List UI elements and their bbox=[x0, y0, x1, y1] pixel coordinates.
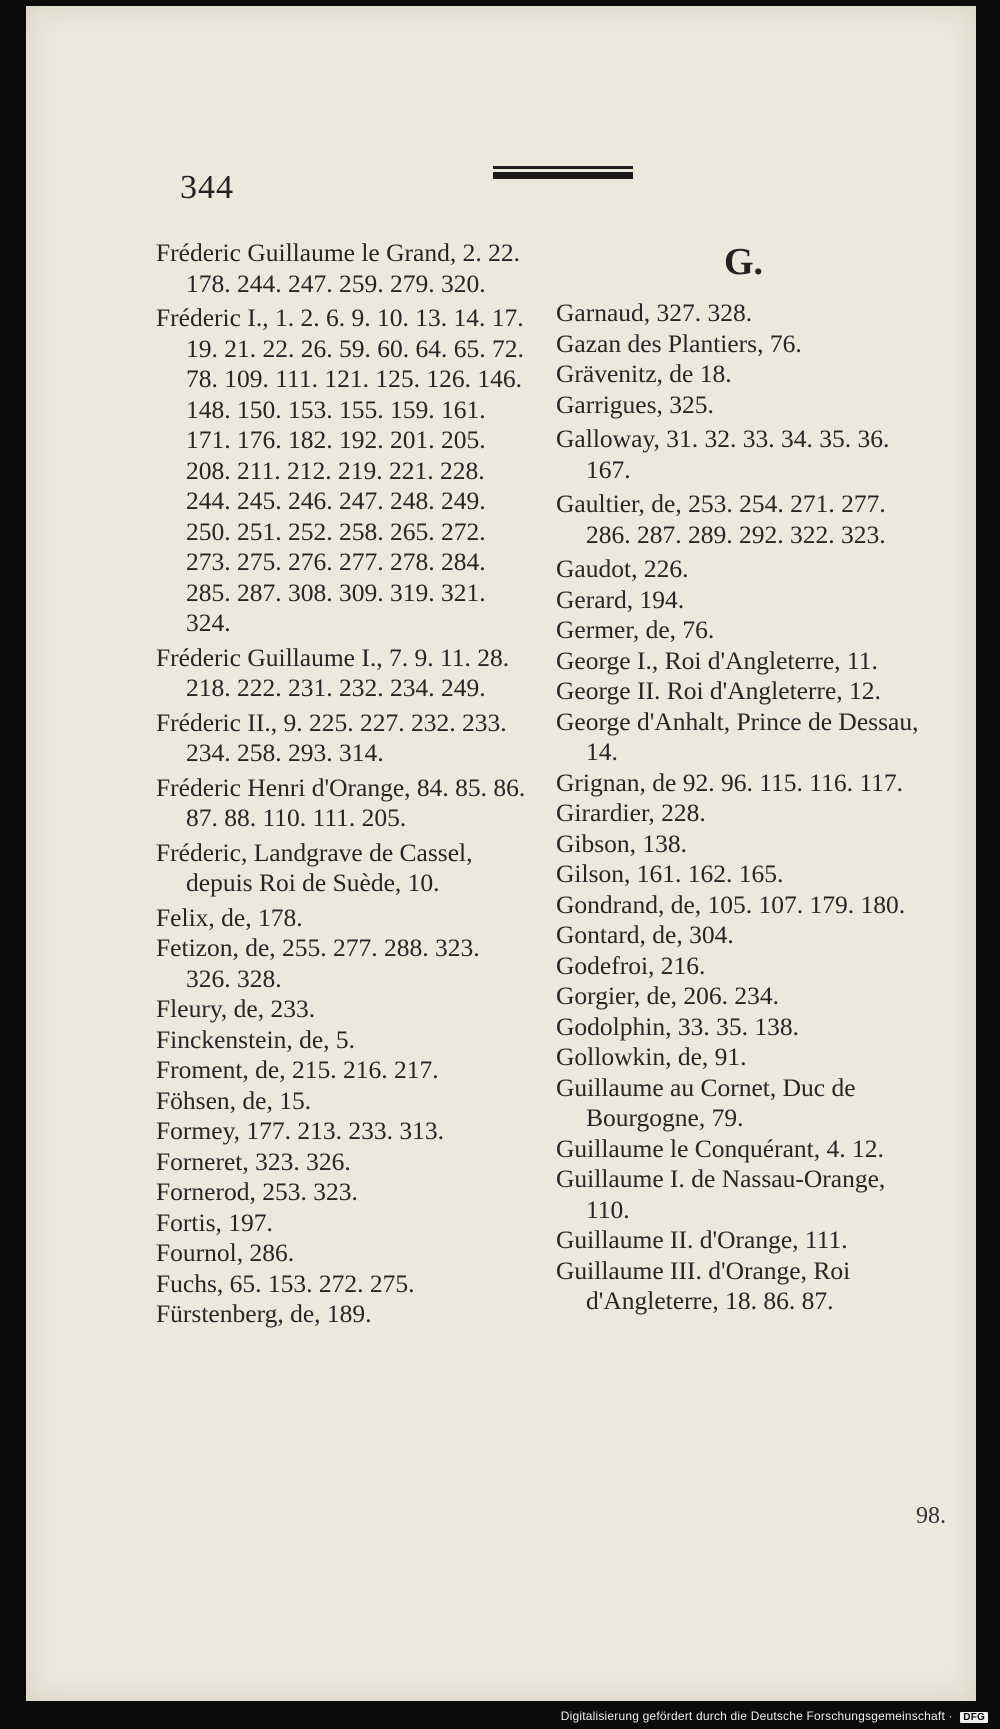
index-entry: Fournol, 286. bbox=[156, 1238, 295, 1267]
index-column-left bbox=[156, 238, 526, 1330]
index-entry: Guillaume III. d'Orange, Roi d'Angleterre, 18. 86. 87. bbox=[556, 1255, 851, 1315]
index-entry: Godefroi, 216. bbox=[556, 950, 706, 980]
index-entry: Fortis, 197. bbox=[156, 1207, 273, 1237]
index-entry: Grävenitz, de 18. bbox=[556, 359, 732, 388]
index-entry: Föhsen, de, 15. bbox=[156, 1085, 312, 1115]
index-entry: Froment, de, 215. 216. 217. bbox=[156, 1055, 439, 1084]
index-entry: Germer, de, 76. bbox=[556, 615, 715, 644]
index-entry: George II. Roi d'Angleterre, 12. bbox=[556, 676, 881, 705]
index-column-right bbox=[556, 298, 931, 1317]
index-entry: Fleury, de, 233. bbox=[156, 994, 316, 1023]
index-entry: Fuchs, 65. 153. 272. 275. bbox=[156, 1268, 415, 1298]
index-entry: Fornerod, 253. 323. bbox=[156, 1177, 358, 1206]
index-entry: Galloway, 31. 32. 33. 34. 35. 36. 167. bbox=[556, 424, 890, 484]
index-entry: Fréderic Guillaume le Grand, 2. 22. 178. 244. 247. 259. 279. 320. bbox=[156, 238, 520, 298]
digitization-credit bbox=[561, 1709, 988, 1723]
index-entry: Fréderic, Landgrave de Cassel, depuis Roi de Suède, 10. bbox=[156, 837, 473, 897]
index-entry: George I., Roi d'Angleterre, 11. bbox=[556, 645, 878, 675]
index-entry: Guillaume au Cornet, Duc de Bourgogne, 79. bbox=[556, 1072, 856, 1132]
dfg-logo: DFG bbox=[960, 1712, 988, 1723]
digitization-credit-text: Digitalisierung gefördert durch die Deutsche Forschungsgemeinschaft · bbox=[560, 1709, 953, 1723]
index-entry: Gaudot, 226. bbox=[556, 554, 689, 583]
index-entry: Gorgier, de, 206. 234. bbox=[556, 981, 780, 1010]
page-number: 344 bbox=[180, 169, 234, 206]
index-entry: Gazan des Plantiers, 76. bbox=[556, 328, 802, 358]
index-entry: Gollowkin, de, 91. bbox=[556, 1042, 747, 1071]
index-entry: Gontard, de, 304. bbox=[556, 920, 734, 949]
index-entry: Forneret, 323. 326. bbox=[156, 1146, 351, 1176]
index-entry: Garrigues, 325. bbox=[556, 389, 714, 419]
index-entry: Grignan, de 92. 96. 115. 116. 117. bbox=[556, 767, 904, 797]
index-entry: George d'Anhalt, Prince de Dessau, 14. bbox=[556, 706, 919, 766]
header-ornament-rule bbox=[493, 166, 633, 180]
index-entry: Gaultier, de, 253. 254. 271. 277. 286. 287. 289. 292. 322. 323. bbox=[556, 489, 886, 549]
index-entry: Gondrand, de, 105. 107. 179. 180. bbox=[556, 889, 906, 919]
index-entry: Fréderic I., 1. 2. 6. 9. 10. 13. 14. 17. 19. 21. 22. 26. 59. 60. 64. 65. 72. 78. 109. 111. 121. 125. 126. 146. 148. 150. 153. 155. 159. 161. 171. 176. 182. 192. 201. 205. 208. 211. 212. 219. 221. 228. 244. 245. 246. 247. 248. 249. 250. 251. 252. 258. 265. 272. 273. 275. 276. 277. 278. 284. 285. 287. 308. 309. 319. 321. 324. bbox=[156, 303, 524, 637]
index-entry: Guillaume I. de Nassau-Orange, 110. bbox=[556, 1164, 886, 1224]
index-entry: Fréderic Henri d'Orange, 84. 85. 86. 87. 88. 110. 111. 205. bbox=[156, 772, 526, 832]
index-entry: Fréderic II., 9. 225. 227. 232. 233. 234. 258. 293. 314. bbox=[156, 707, 507, 767]
index-entry: Gilson, 161. 162. 165. bbox=[556, 859, 784, 888]
index-entry: Formey, 177. 213. 233. 313. bbox=[156, 1116, 445, 1145]
index-entry: Gerard, 194. bbox=[556, 584, 685, 614]
letter-section-heading: G. bbox=[723, 241, 764, 283]
index-entry: Fetizon, de, 255. 277. 288. 323. 326. 328. bbox=[156, 933, 480, 993]
index-entry: Guillaume le Conquérant, 4. 12. bbox=[556, 1133, 884, 1163]
index-entry: Felix, de, 178. bbox=[156, 902, 303, 932]
index-entry: Fréderic Guillaume I., 7. 9. 11. 28. 218. 222. 231. 232. 234. 249. bbox=[156, 642, 510, 702]
index-entry: Godolphin, 33. 35. 138. bbox=[556, 1011, 799, 1041]
index-entry: Girardier, 228. bbox=[556, 798, 706, 827]
catchword: 98. bbox=[916, 1503, 946, 1529]
index-entry: Garnaud, 327. 328. bbox=[556, 298, 753, 327]
index-entry: Guillaume II. d'Orange, 111. bbox=[556, 1225, 848, 1254]
index-entry: Fürstenberg, de, 189. bbox=[156, 1299, 372, 1328]
index-entry: Finckenstein, de, 5. bbox=[156, 1024, 356, 1054]
index-entry: Gibson, 138. bbox=[556, 828, 688, 858]
